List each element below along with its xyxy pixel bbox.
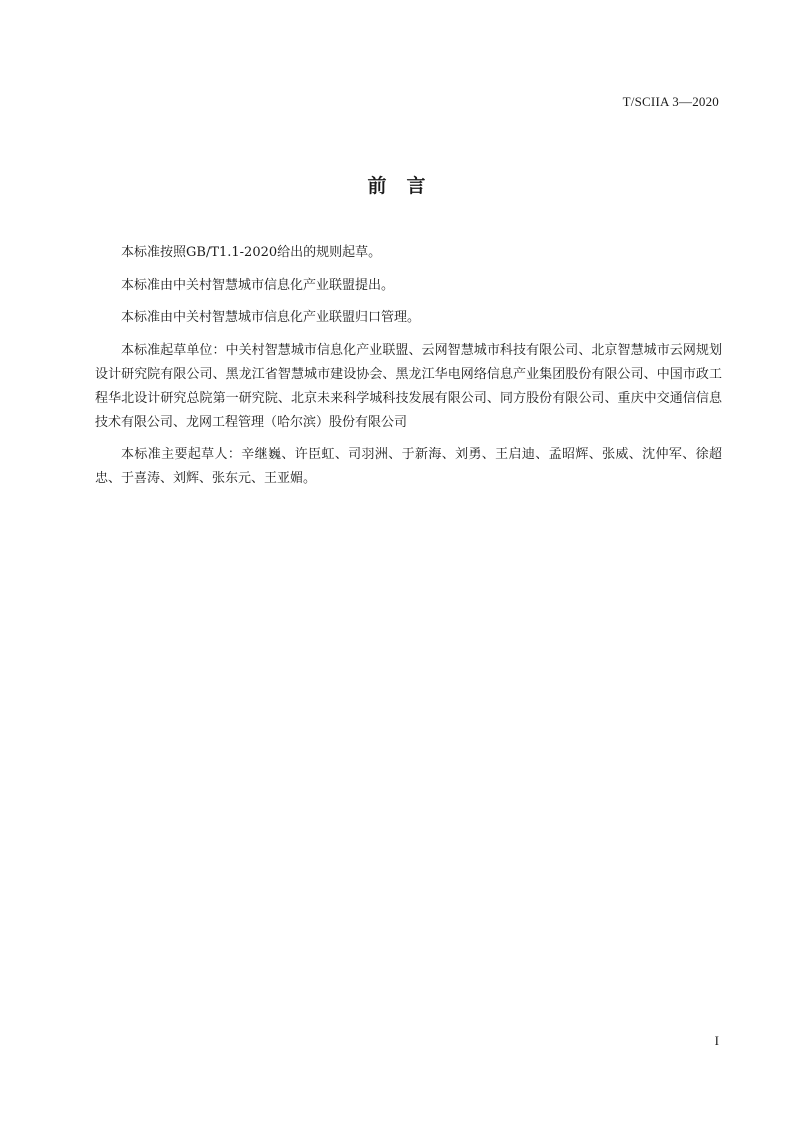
paragraph-proposed-by: 本标准由中关村智慧城市信息化产业联盟提出。 xyxy=(121,277,395,293)
document-code: T/SCIIA 3—2020 xyxy=(622,94,719,109)
paragraph-drafting-rules: 本标准按照GB/T1.1-2020给出的规则起草。 xyxy=(121,245,382,260)
paragraph-drafting-units: 本标准起草单位：中关村智慧城市信息化产业联盟、云网智慧城市科技有限公司、北京智慧城市云网规划设计研究院有限公司、黑龙江省智慧城市建设协会、黑龙江华电网络信息产业集团股份有限公司、中国市政工程华北设计研究总院第一研究院、北京未来科学城科技发展有限公司、同方股份有限公司、重庆中交通信信息技术有限公司、龙网工程管理（哈尔滨）股份有限公司 xyxy=(95,342,722,430)
document-body xyxy=(95,241,722,500)
paragraph-main-drafters: 本标准主要起草人：辛继巍、许臣虹、司羽洲、于新海、刘勇、王启迪、孟昭辉、张威、沈仲军、徐超忠、于喜涛、刘辉、张东元、王亚媚。 xyxy=(95,447,722,486)
page-number: I xyxy=(714,1033,719,1048)
paragraph-managed-by: 本标准由中关村智慧城市信息化产业联盟归口管理。 xyxy=(121,310,421,325)
page-title: 前言 xyxy=(367,175,446,197)
